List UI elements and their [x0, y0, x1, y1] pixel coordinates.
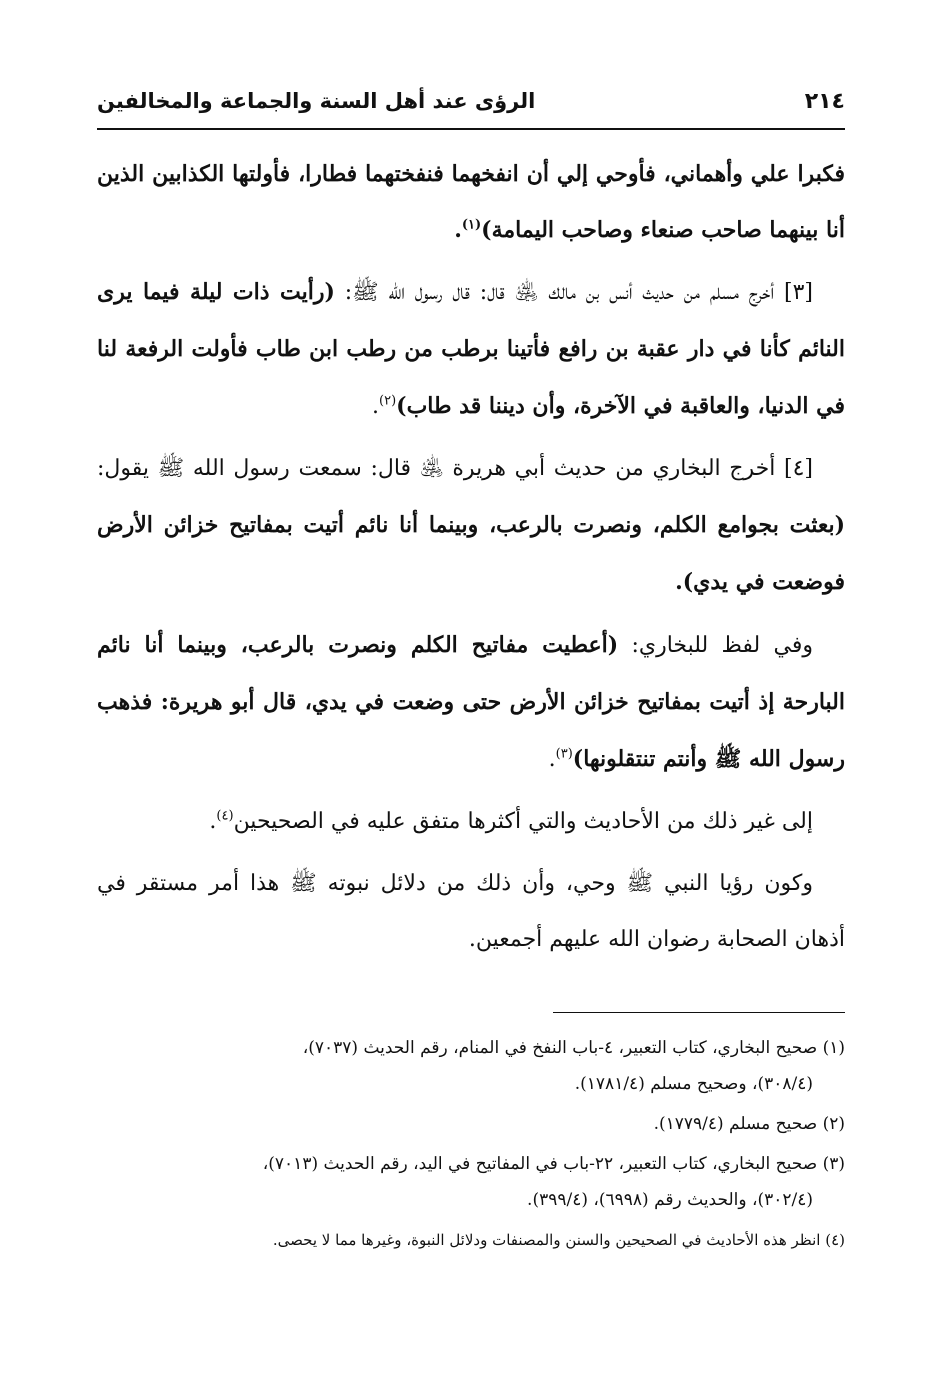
footnote-1-line-1: (١) صحيح البخاري، كتاب التعبير، ٤-باب النفخ في المنام، رقم الحديث (٧٠٣٧)، — [302, 1038, 845, 1058]
main-text — [97, 146, 845, 974]
footnote-3-line-1: (٣) صحيح البخاري، كتاب التعبير، ٢٢-باب في المفاتيح في اليد، رقم الحديث (٧٠١٣)، — [262, 1154, 845, 1174]
running-title: الرؤى عند أهل السنة والجماعة والمخالفين — [97, 89, 536, 113]
footnote-4-line-1: (٤) انظر هذه الأحاديث في الصحيحين والسنن والمصنفات ودلائل النبوة، وغيرها مما لا يحصى. — [272, 1231, 845, 1249]
paragraph-2-end: . — [372, 394, 380, 419]
footnote-4 — [97, 1222, 845, 1258]
paragraph-6 — [97, 856, 845, 968]
footnote-ref-3: (٣) — [555, 746, 573, 762]
page-header — [97, 78, 845, 124]
footnote-1-line-2: (٣٠٨/٤)، وصحيح مسلم (١٧٨١/٤). — [574, 1074, 813, 1094]
paragraph-4-lead: وفي لفظ للبخاري: — [618, 633, 813, 658]
header-divider — [97, 128, 845, 130]
paragraph-1-end: . — [454, 217, 462, 243]
footnote-2 — [97, 1106, 845, 1142]
footnote-2-line-1: (٢) صحيح مسلم (١٧٧٩/٤). — [653, 1114, 845, 1134]
paragraph-1-text: فكبرا علي وأهماني، فأوحي إلي أن انفخهما فنفختهما فطارا، فأولتها الكذابين الذين أنا بينهما صاحب صنعاء وصاحب اليمامة) — [97, 161, 845, 243]
paragraph-3-quote: (بعثت بجوامع الكلم، ونصرت بالرعب، وبينما أنا نائم أتيت بمفاتيح خزائن الأرض فوضعت في يدي). — [97, 512, 845, 595]
paragraph-1 — [97, 146, 845, 258]
page-number: ٢١٤ — [804, 88, 845, 114]
footnote-3 — [97, 1146, 845, 1218]
paragraph-5-text: إلى غير ذلك من الأحاديث والتي أكثرها متفق عليه في الصحيحين — [233, 809, 813, 834]
footnote-ref-4: (٤) — [216, 808, 234, 824]
paragraph-4 — [97, 617, 845, 788]
footnote-ref-1: (١) — [461, 217, 482, 233]
paragraph-3-lead: [٤] أخرج البخاري من حديث أبي هريرة ﵁ قال: سمعت رسول الله ﷺ يقول: — [97, 456, 813, 481]
paragraph-3 — [97, 441, 845, 611]
paragraph-6-text: وكون رؤيا النبي ﷺ وحي، وأن ذلك من دلائل نبوته ﷺ هذا أمر مستقر في أذهان الصحابة رضوان الله عليهم أجمعين. — [97, 871, 845, 952]
footnote-divider — [553, 1012, 845, 1013]
paragraph-2-lead: [٣] أخرج مسلم من حديث أنس بن مالك ﵁ قال: قال رسول الله ﷺ: — [334, 280, 813, 305]
paragraph-2-quote: (رأيت ذات ليلة فيما يرى النائم كأنا في دار عقبة بن رافع فأتينا برطب من رطب ابن طاب فأولت الرفعة لنا في الدنيا، والعاقبة في الآخرة، وأن ديننا قد طاب) — [97, 279, 845, 419]
paragraph-5 — [97, 794, 845, 850]
footnote-ref-2: (٢) — [379, 393, 397, 409]
footnote-1 — [97, 1030, 845, 1102]
footnote-3-line-2: (٣٠٢/٤)، والحديث رقم (٦٩٩٨)، (٣٩٩/٤). — [527, 1190, 813, 1210]
paragraph-4-end: . — [548, 747, 556, 772]
footnotes — [97, 1030, 845, 1262]
paragraph-2 — [97, 264, 845, 435]
paragraph-4-quote: (أعطيت مفاتيح الكلم ونصرت بالرعب، وبينما أنا نائم البارحة إذ أتيت بمفاتيح خزائن الأرض حتى وضعت في يدي، قال أبو هريرة: فذهب رسول الله ﷺ وأنتم تنتقلونها) — [97, 632, 845, 772]
paragraph-5-end: . — [209, 809, 217, 834]
